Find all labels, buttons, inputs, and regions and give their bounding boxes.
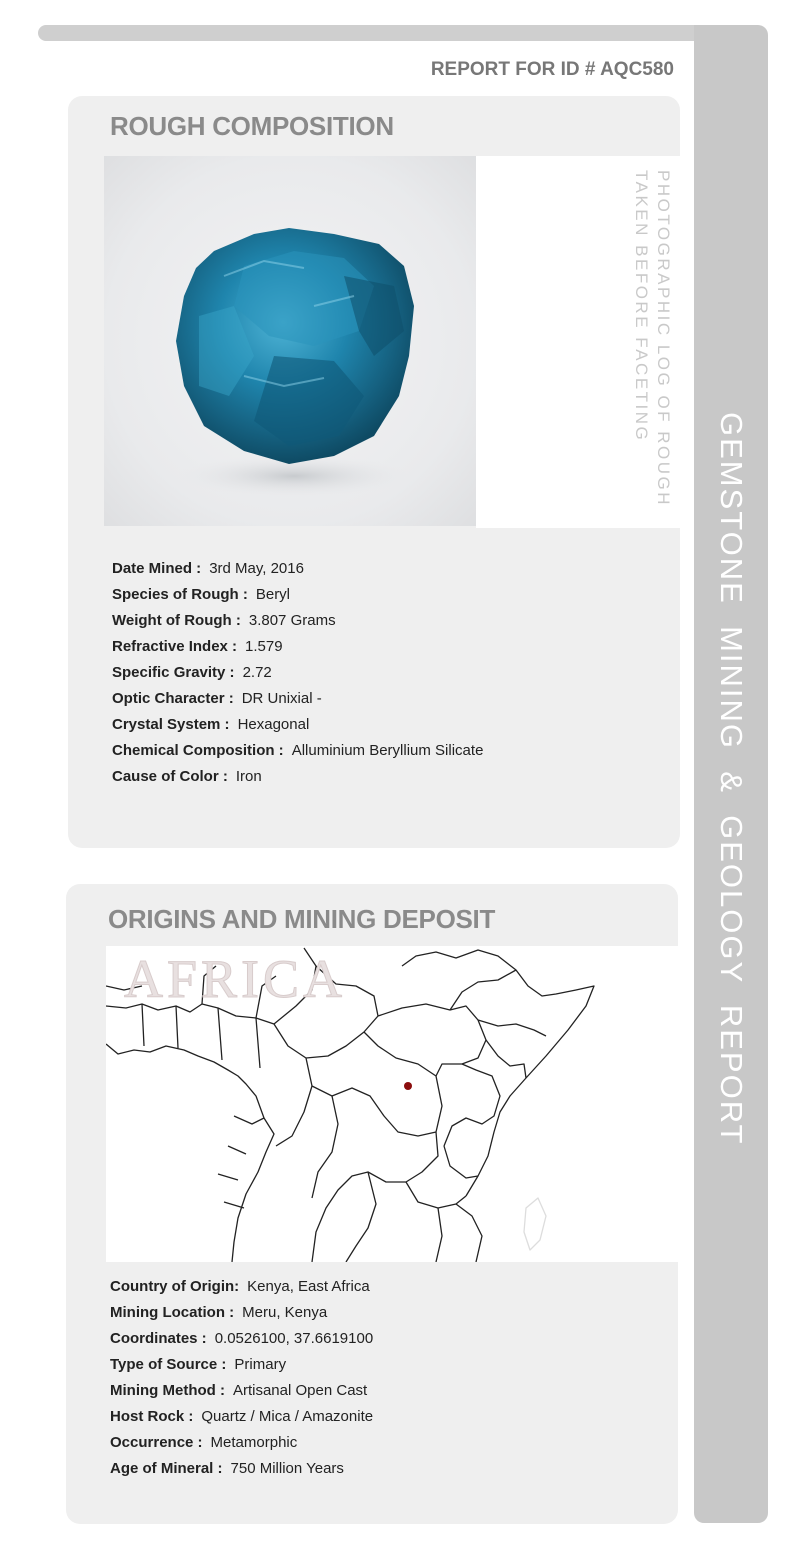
field-label: Weight of Rough :	[112, 612, 241, 629]
field-label: Host Rock :	[110, 1408, 194, 1425]
field-value: Beryl	[255, 586, 291, 603]
field-value: Alluminium Beryllium Silicate	[291, 742, 484, 759]
field-value: 2.72	[242, 664, 272, 681]
field-label: Date Mined :	[112, 560, 202, 577]
field-label: Refractive Index :	[112, 638, 238, 655]
field-row	[110, 1326, 373, 1352]
field-value: Primary	[234, 1356, 287, 1373]
field-row	[112, 634, 483, 660]
field-label: Crystal System :	[112, 716, 230, 733]
field-row	[110, 1274, 373, 1300]
field-label: Type of Source :	[110, 1356, 227, 1373]
field-value: DR Unixial -	[241, 690, 322, 707]
field-row	[112, 738, 483, 764]
field-row	[110, 1300, 373, 1326]
field-value: 0.0526100, 37.6619100	[214, 1330, 374, 1347]
field-value: Artisanal Open Cast	[232, 1382, 368, 1399]
field-value: Meru, Kenya	[242, 1304, 328, 1321]
field-label: Chemical Composition :	[112, 742, 284, 759]
field-value: 3.807 Grams	[248, 612, 336, 629]
field-row	[110, 1456, 373, 1482]
gem-illustration	[104, 156, 476, 526]
field-value: 1.579	[245, 638, 283, 655]
top-frame-bar	[38, 25, 758, 41]
mining-location-marker	[404, 1082, 412, 1090]
field-value: Hexagonal	[237, 716, 310, 733]
origin-fields-list	[110, 1274, 373, 1482]
field-row	[112, 608, 483, 634]
rough-composition-title: ROUGH COMPOSITION	[110, 111, 394, 141]
field-label: Specific Gravity :	[112, 664, 235, 681]
field-value: Iron	[235, 768, 262, 785]
field-label: Occurrence :	[110, 1434, 203, 1451]
field-label: Mining Method :	[110, 1382, 225, 1399]
field-label: Country of Origin:	[110, 1278, 240, 1295]
field-label: Coordinates :	[110, 1330, 207, 1347]
field-value: 3rd May, 2016	[209, 560, 304, 577]
side-title-text: GEMSTONE MINING & GEOLOGY REPORT	[714, 412, 749, 1146]
rough-gem-photo	[104, 156, 476, 526]
africa-map	[106, 946, 678, 1262]
field-row	[112, 660, 483, 686]
field-label: Cause of Color :	[112, 768, 228, 785]
field-value: Quartz / Mica / Amazonite	[201, 1408, 374, 1425]
field-label: Age of Mineral :	[110, 1460, 223, 1477]
field-label: Mining Location :	[110, 1304, 235, 1321]
field-row	[110, 1404, 373, 1430]
side-title	[694, 412, 768, 1146]
field-row	[110, 1430, 373, 1456]
field-label: Optic Character :	[112, 690, 234, 707]
field-value: 750 Million Years	[230, 1460, 344, 1477]
photo-caption: PHOTOGRAPHIC LOG OF ROUGH TAKEN BEFORE FACETING	[632, 170, 673, 508]
field-value: Metamorphic	[210, 1434, 298, 1451]
report-id: REPORT FOR ID # AQC580	[430, 59, 674, 80]
rough-composition-panel	[68, 96, 680, 848]
field-row	[112, 686, 483, 712]
field-row	[112, 764, 483, 790]
origins-panel	[66, 884, 678, 1524]
field-row	[110, 1352, 373, 1378]
field-row	[110, 1378, 373, 1404]
field-label: Species of Rough :	[112, 586, 248, 603]
field-row	[112, 582, 483, 608]
field-row	[112, 712, 483, 738]
origins-title: ORIGINS AND MINING DEPOSIT	[108, 904, 496, 934]
map-label: AFRICA	[124, 949, 347, 1009]
rough-fields-list	[112, 556, 483, 790]
field-value: Kenya, East Africa	[247, 1278, 370, 1295]
field-row	[112, 556, 483, 582]
